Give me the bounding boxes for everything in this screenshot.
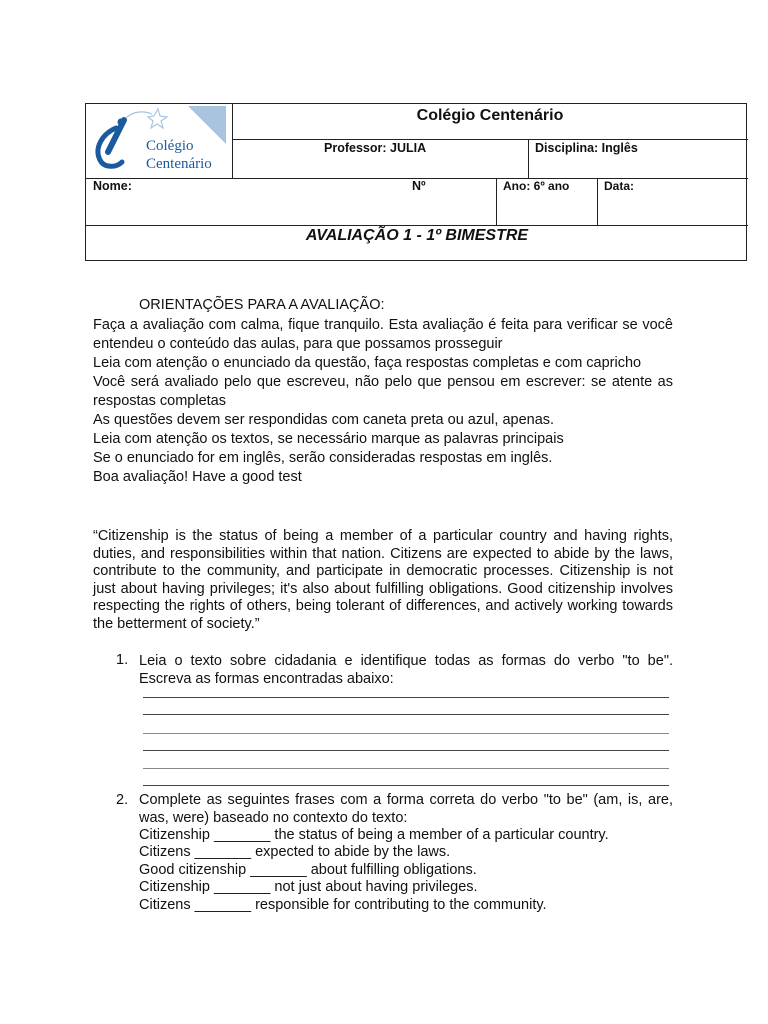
instructions-list: [93, 316, 673, 487]
instruction-item: Boa avaliação! Have a good test: [93, 469, 302, 485]
answer-line[interactable]: [143, 714, 669, 715]
fill-in-sentences: [139, 827, 673, 914]
answer-line[interactable]: [143, 733, 669, 734]
logo-text-line1: Colégio: [146, 138, 194, 154]
question-number: 1.: [116, 652, 129, 668]
answer-line[interactable]: [143, 768, 669, 769]
instruction-item: Se o enunciado for em inglês, serão consideradas respostas em inglês.: [93, 450, 553, 466]
date-field-label: Data:: [604, 179, 635, 193]
question-prompt: Leia o texto sobre cidadania e identifique todas as formas do verbo "to be". Escreva as formas encontradas abaixo:: [139, 653, 673, 687]
divider: [597, 178, 598, 225]
divider: [496, 178, 497, 225]
instruction-item: Leia com atenção o enunciado da questão, faça respostas completas e com capricho: [93, 355, 642, 371]
instruction-item: Você será avaliado pelo que escreveu, não pelo que pensou em escrever: se atente as respostas completas: [93, 374, 673, 409]
header-table: [85, 103, 747, 261]
instruction-item: As questões devem ser respondidas com caneta preta ou azul, apenas.: [93, 412, 555, 428]
name-field-label: Nome:: [93, 179, 132, 193]
fill-in-sentence: Good citizenship _______ about fulfilling obligations.: [139, 861, 477, 878]
instructions-heading: ORIENTAÇÕES PARA A AVALIAÇÃO:: [139, 297, 385, 313]
discipline-label: Disciplina: Inglês: [535, 141, 638, 155]
professor-label: Professor: JULIA: [324, 141, 427, 155]
question-prompt: Complete as seguintes frases com a forma correta do verbo "to be" (am, is, are, was, were) baseado no contexto do texto:: [139, 792, 673, 826]
fill-in-sentence: Citizens _______ responsible for contributing to the community.: [139, 896, 547, 913]
fill-in-sentence: Citizenship _______ the status of being a member of a particular country.: [139, 827, 609, 843]
fill-in-sentence: Citizenship _______ not just about having privileges.: [139, 879, 478, 896]
instruction-item: Leia com atenção os textos, se necessário marque as palavras principais: [93, 431, 564, 447]
divider: [86, 225, 748, 226]
answer-line[interactable]: [143, 785, 669, 786]
year-label: Ano: 6º ano: [503, 179, 570, 193]
logo-text-line2: Centenário: [146, 156, 212, 172]
evaluation-title: AVALIAÇÃO 1 - 1º BIMESTRE: [305, 227, 529, 244]
school-name: Colégio Centenário: [416, 107, 564, 124]
fill-in-sentence: Citizens _______ expected to abide by the laws.: [139, 844, 451, 861]
instruction-item: Faça a avaliação com calma, fique tranquilo. Esta avaliação é feita para verificar se você entendeu o conteúdo das aulas, para que possamos prosseguir: [93, 317, 673, 352]
number-field-label: Nº: [412, 179, 426, 193]
answer-line[interactable]: [143, 697, 669, 698]
reading-passage: “Citizenship is the status of being a member of a particular country and having rights, duties, and responsibilities within that nation. Citizens are expected to abide by the laws, contribute to the community, and participate in democratic processes. Citizenship is not just about having privileges; it's also about fulfilling obligations. Good citizenship involves respecting the rights of others, being tolerant of differences, and actively working towards the betterment of society.”: [93, 528, 673, 632]
school-logo: [86, 104, 232, 178]
question-number: 2.: [116, 792, 129, 808]
answer-line[interactable]: [143, 750, 669, 751]
divider: [528, 139, 529, 179]
